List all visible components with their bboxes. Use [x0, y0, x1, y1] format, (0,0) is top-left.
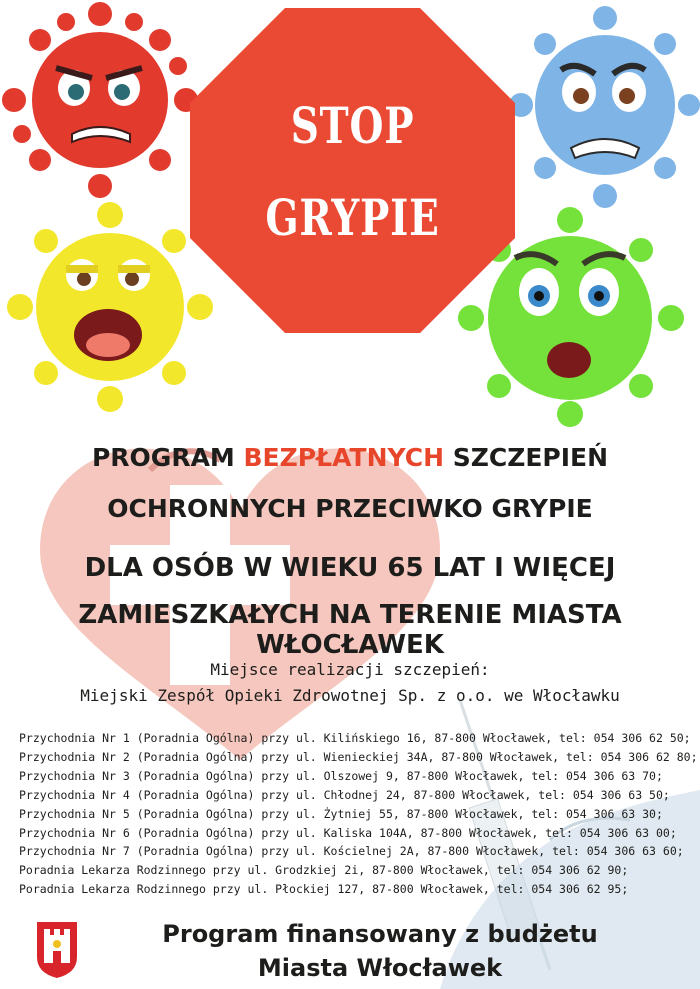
headline-residents: ZAMIESZKAŁYCH NA TERENIE MIASTA WŁOCŁAWEK: [78, 600, 622, 660]
headline-protective: OCHRONNYCH PRZECIWKO GRYPIE: [107, 494, 593, 523]
coat-of-arms-icon: [36, 921, 78, 979]
vaccination-place-name: Miejski Zespół Opieki Zdrowotnej Sp. z o.o. we Włocławku: [80, 686, 620, 705]
stop-sign: [190, 8, 515, 333]
red-virus-image: [0, 0, 200, 200]
headline-free-accent: BEZPŁATNYCH: [243, 443, 445, 472]
clinic-item: Przychodnia Nr 1 (Poradnia Ogólna) przy ul. Kilińskiego 16, 87-800 Włocławek, tel: 054 306 62 50;: [19, 731, 691, 745]
stop-sign-text-grypie: GRYPIE: [265, 188, 440, 247]
clinic-item: Przychodnia Nr 3 (Poradnia Ogólna) przy ul. Olszowej 9, 87-800 Włocławek, tel: 054 306 63 70;: [19, 768, 663, 783]
blue-virus-image: [505, 0, 700, 215]
clinic-item: Przychodnia Nr 6 (Poradnia Ogólna) przy ul. Kaliska 104A, 87-800 Włocławek, tel: 054 306 63 00;: [19, 825, 677, 840]
footer-city: Miasta Włocławek: [257, 954, 503, 982]
clinic-item: Przychodnia Nr 7 (Poradnia Ogólna) przy ul. Kościelnej 2A, 87-800 Włocławek, tel: 054 306 63 60;: [19, 844, 684, 859]
stop-sign-text-stop: STOP: [290, 96, 415, 155]
clinic-item: Poradnia Lekarza Rodzinnego przy ul. Grodzkiej 2i, 87-800 Włocławek, tel: 054 306 62 90;: [19, 863, 629, 878]
clinic-item: Przychodnia Nr 2 (Poradnia Ogólna) przy ul. Wienieckiej 34A, 87-800 Włocławek, tel: 054 306 62 80;: [19, 749, 698, 764]
headline-program-suffix: SZCZEPIEŃ: [444, 443, 609, 472]
clinic-item: Przychodnia Nr 5 (Poradnia Ogólna) przy ul. Żytniej 55, 87-800 Włocławek, tel: 054 306 63 30;: [19, 806, 663, 821]
clinic-item: Poradnia Lekarza Rodzinnego przy ul. Płockiej 127, 87-800 Włocławek, tel: 054 306 62 95;: [19, 882, 629, 897]
clinic-item: Przychodnia Nr 4 (Poradnia Ogólna) przy ul. Chłodnej 24, 87-800 Włocławek, tel: 054 306 63 50;: [19, 787, 670, 802]
headline-program: [0, 443, 700, 472]
vaccination-place-label: Miejsce realizacji szczepień:: [210, 660, 490, 679]
clinic-list: [19, 729, 699, 899]
headline-age: DLA OSÓB W WIEKU 65 LAT I WIĘCEJ: [84, 553, 616, 583]
footer-funding: Program finansowany z budżetu: [162, 920, 598, 948]
headline-program-prefix: PROGRAM: [91, 443, 244, 472]
